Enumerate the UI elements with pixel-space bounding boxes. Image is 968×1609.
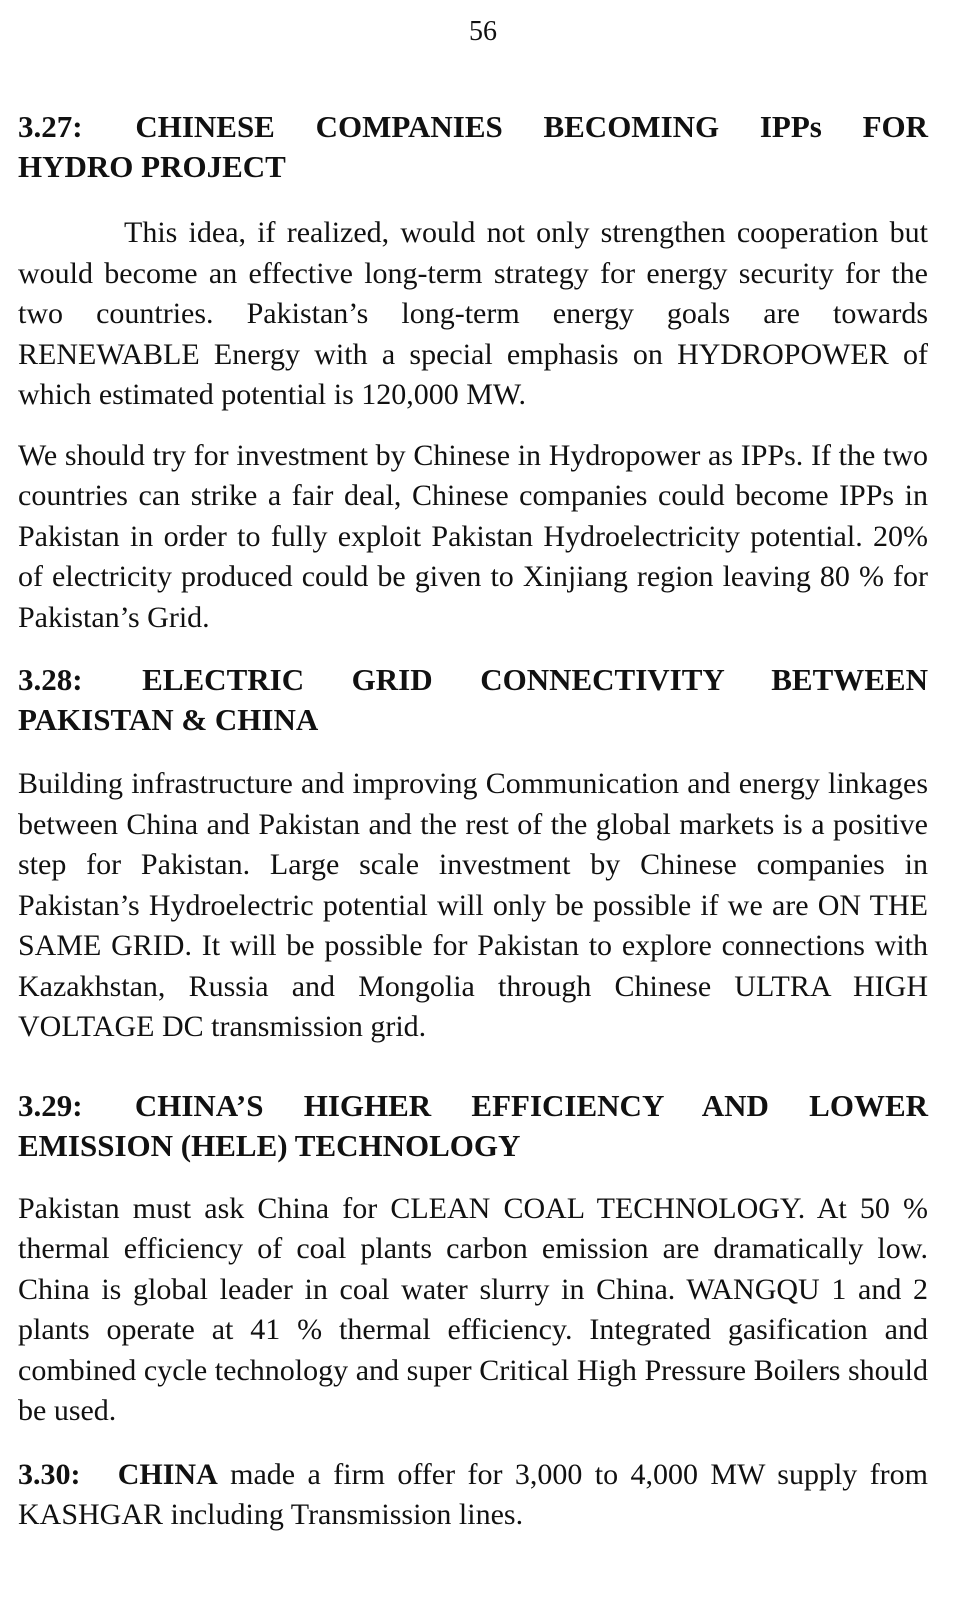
section-heading-3-28-line2: PAKISTAN & CHINA xyxy=(18,702,319,737)
section-heading-3-28-line1 xyxy=(18,660,928,700)
page-number: 56 xyxy=(469,16,497,47)
section-number: 3.28: xyxy=(18,662,83,697)
section-title: CHINA’S HIGHER EFFICIENCY AND LOWER xyxy=(134,1087,929,1123)
paragraph-3-30 xyxy=(18,1455,928,1536)
section-heading-3-27 xyxy=(18,107,928,187)
section-title: ELECTRIC GRID CONNECTIVITY BETWEEN xyxy=(142,662,928,697)
section-number: 3.29: xyxy=(18,1087,83,1123)
section-number: 3.27: xyxy=(18,109,83,144)
paragraph-3-29: Pakistan must ask China for CLEAN COAL TECHNOLOGY. At 50 % thermal efficiency of coal plants carbon emission are dramatically low. China is global leader in coal water slurry in China. WANGQU 1 and 2 plants operate at 41 % thermal efficiency. Integrated gasification and combined cycle technology and super Critical High Pressure Boilers should be used. xyxy=(18,1191,928,1427)
paragraph-3-28: Building infrastructure and improving Communication and energy linkages between China and Pakistan and the rest of the global markets is a positive step for Pakistan. Large scale investment by Chinese companies in Pakistan’s Hydroelectric potential will only be possible if we are ON THE SAME GRID. It will be possible for Pakistan to explore connections with Kazakhstan, Russia and Mongolia through Chinese ULTRA HIGH VOLTAGE DC transmission grid. xyxy=(18,767,928,1043)
section-heading-3-28 xyxy=(18,660,928,740)
section-title: CHINESE COMPANIES BECOMING IPPs FOR xyxy=(135,109,929,144)
section-heading-3-29-line1 xyxy=(18,1086,928,1126)
section-heading-3-27-line2: HYDRO PROJECT xyxy=(18,149,286,184)
paragraph-3-30-lead: CHINA xyxy=(117,1457,218,1491)
section-heading-3-29 xyxy=(18,1086,928,1166)
section-number-3-30: 3.30: xyxy=(18,1457,81,1491)
paragraph-3-27-b: We should try for investment by Chinese in Hydropower as IPPs. If the two countries can strike a fair deal, Chinese companies could become IPPs in Pakistan in order to fully exploit Pakistan Hydroelectricity potential. 20% of electricity produced could be given to Xinjiang region leaving 80 % for Pakistan’s Grid. xyxy=(18,438,928,634)
paragraph-3-30-text: made a firm offer for 3,000 to 4,000 MW supply from KASHGAR including Transmission lines. xyxy=(18,1457,929,1531)
section-heading-3-29-line2: EMISSION (HELE) TECHNOLOGY xyxy=(18,1127,521,1163)
paragraph-3-27-a: This idea, if realized, would not only strengthen cooperation but would become an effective long-term strategy for energy security for the two countries. Pakistan’s long-term energy goals are towards RENEWABLE Energy with a special emphasis on HYDROPOWER of which estimated potential is 120,000 MW. xyxy=(18,216,928,411)
section-heading-3-27-line1 xyxy=(18,107,928,147)
document-page xyxy=(18,0,928,1536)
